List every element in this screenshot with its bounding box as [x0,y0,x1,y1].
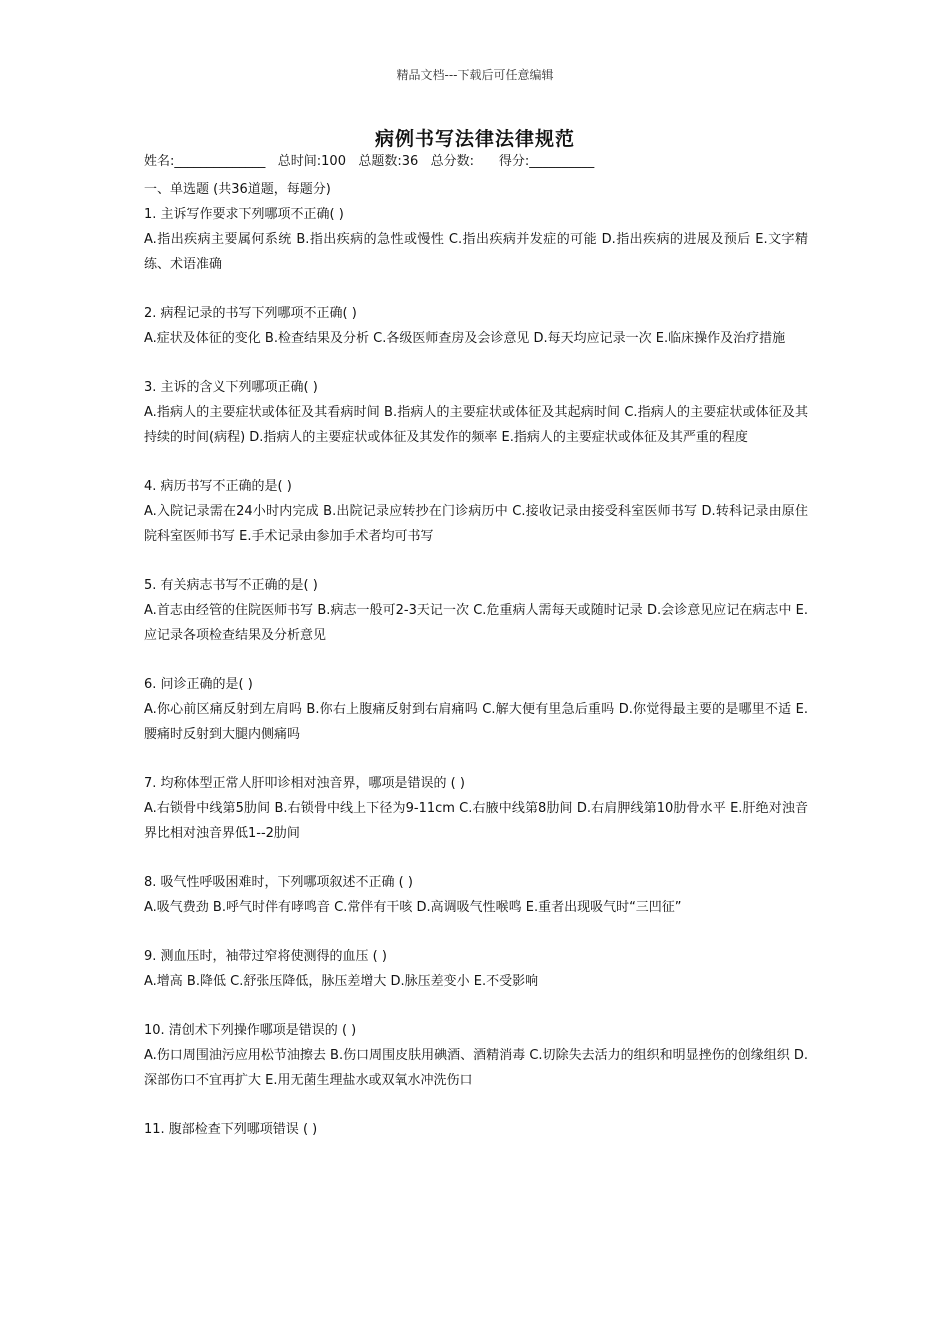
question-options: A.你心前区痛反射到左肩吗 B.你右上腹痛反射到右肩痛吗 C.解大便有里急后重吗 D.你觉得最主要的是哪里不适 E.腰痛时反射到大腿内侧痛吗 [144,702,808,742]
question-stem: 4. 病历书写不正确的是( ) [144,479,292,494]
question-options: A.首志由经管的住院医师书写 B.病志一般可2-3天记一次 C.危重病人需每天或随时记录 D.会诊意见应记在病志中 E.应记录各项检查结果及分析意见 [144,603,808,643]
question-stem: 6. 问诊正确的是( ) [144,677,253,692]
question-2 [144,301,808,351]
question-1 [144,202,808,277]
question-stem: 2. 病程记录的书写下列哪项不正确( ) [144,306,357,321]
question-6 [144,672,808,747]
question-5 [144,573,808,648]
section-heading: 一、单选题 (共36道题，每题分) [144,182,331,197]
question-options: A.吸气费劲 B.呼气时伴有哮鸣音 C.常伴有干咳 D.高调吸气性喉鸣 E.重者出现吸气时“三凹征” [144,900,682,915]
question-stem: 11. 腹部检查下列哪项错误 ( ) [144,1122,318,1137]
question-9 [144,944,808,994]
question-10 [144,1018,808,1093]
question-4 [144,474,808,549]
question-stem: 8. 吸气性呼吸困难时，下列哪项叙述不正确 ( ) [144,875,413,890]
question-options: A.右锁骨中线第5肋间 B.右锁骨中线上下径为9-11cm C.右腋中线第8肋间 D.右肩胛线第10肋骨水平 E.肝绝对浊音界比相对浊音界低1--2肋间 [144,801,808,841]
question-stem: 1. 主诉写作要求下列哪项不正确( ) [144,207,344,222]
question-options: A.指出疾病主要属何系统 B.指出疾病的急性或慢性 C.指出疾病并发症的可能 D.指出疾病的进展及预后 E.文字精练、术语准确 [144,232,808,272]
question-3 [144,375,808,450]
question-stem: 9. 测血压时，袖带过窄将使测得的血压 ( ) [144,949,387,964]
document-title: 病例书写法律法律规范 [374,128,575,150]
question-7 [144,771,808,846]
header-note: 精品文档---下载后可任意编辑 [396,68,554,82]
question-options: A.症状及体征的变化 B.检查结果及分析 C.各级医师查房及会诊意见 D.每天均应记录一次 E.临床操作及治疗措施 [144,331,786,346]
question-stem: 10. 清创术下列操作哪项是错误的 ( ) [144,1023,357,1038]
question-stem: 7. 均称体型正常人肝叩诊相对浊音界，哪项是错误的 ( ) [144,776,465,791]
question-options: A.入院记录需在24小时内完成 B.出院记录应转抄在门诊病历中 C.接收记录由接受科室医师书写 D.转科记录由原住院科室医师书写 E.手术记录由参加手术者均可书写 [144,504,808,544]
question-8 [144,870,808,920]
question-options: A.伤口周围油污应用松节油擦去 B.伤口周围皮肤用碘酒、酒精消毒 C.切除失去活力的组织和明显挫伤的创缘组织 D.深部伤口不宜再扩大 E.用无菌生理盐水或双氧水冲洗伤口 [144,1048,808,1088]
question-stem: 5. 有关病志书写不正确的是( ) [144,578,318,593]
question-stem: 3. 主诉的含义下列哪项正确( ) [144,380,318,395]
document-body [144,152,808,1142]
question-11 [144,1117,808,1142]
question-options: A.指病人的主要症状或体征及其看病时间 B.指病人的主要症状或体征及其起病时间 C.指病人的主要症状或体征及其持续的时间(病程) D.指病人的主要症状或体征及其发作的频率 E.指病人的主要症状或体征及其严重的程度 [144,405,808,445]
question-options: A.增高 B.降低 C.舒张压降低，脉压差增大 D.脉压差变小 E.不受影响 [144,974,539,989]
exam-info-line: 姓名:______________ 总时间:100 总题数:36 总分数: 得分:__________ [144,154,595,169]
